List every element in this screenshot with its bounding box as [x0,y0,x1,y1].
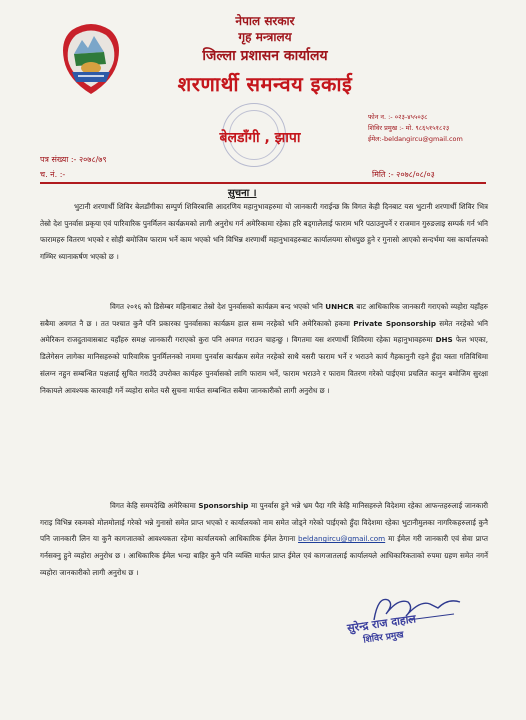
p3-part-c: मा पुनर्वास हुने भन्ने भ्रम पैदा गरि केहि मानिसहरुले विदेशमा रहेका आफन्तहरुलाई जानकारी गराइ विभिन्न रकमको मोलमोलाई गरेको भन्ने गुनासो समेत प्राप्त भएको र कार्यालयको नाम समेत जोड्ने गरेको पाईएको हुँदा विदेशमा रहेका भुटानीमुलका नागरिकहरुलाई कुनै पनि जानकारी लिन या कुनै कागजातको आवश्यकता रहेमा कार्यालयको आधिकारिक ईमेल ठेगाना [40,501,488,544]
dispatch-number: च. नं. :- [40,170,66,179]
paragraph-1 [40,199,488,266]
p2-private-sponsorship: Private Sponsorship [353,318,436,328]
p2-unhcr: UNHCR [325,302,354,311]
signatory-title: शिविर प्रमुख [362,630,405,646]
header-unit: शरणार्थी समन्वय इकाई [177,72,353,96]
paragraph-2 [40,299,488,399]
nepal-emblem-icon [58,20,124,98]
p2-dhs: DHS [435,335,453,345]
header-gov: नेपाल सरकार [235,14,295,28]
contact-chief: शिविर प्रमुख :- मो. ९८६५१५१८२३ [368,124,450,132]
paragraph-1-text: भुटानी शरणार्थी शिविर बेलडाँगीका सम्पुर्ण शिविरबासि आदरणिय महानुभावहरुमा यो जानकारी गराईन्छ कि विगत केही दिनबाट यस भुटानी शरणार्थी शिविर भित्र तेस्रो देश पुनर्वास प्रकृया एवं पारिवारिक पुनर्मिलन कार्यक्रमको लागी अनुरोध गर्न अमेरिकामा रहेका हरि बड्गालेलाई फाराम भरि पठाउनुपर्ने र राजमान गुरुङलाइ सम्पर्क गर्न भनि फारामहरु वितरण भएको र सोही बमोजिम फाराम भर्ने काम भएको भनि विभिन्न शरणार्थी महानुभावहरुबाट कार्यालयमा सोधपुछ हुने र गुनासो आएको सन्दर्भमा यस कार्यालयको गम्भिर ध्यानाकर्षण भएको छ । [40,202,488,262]
p3-sponsorship: Sponsorship [198,501,249,510]
p3-part-a: विगत केहि समयदेखि अमेरिकामा [110,501,199,510]
letter-number: पत्र संख्या :- २०७८/७९ [40,155,107,164]
header-office: जिल्ला प्रशासन कार्यालय [202,48,328,64]
p2-part-g: फेल भएका, डिलेगेसन लागेका मानिसहरुको पारिवारिक पुनर्मिलनको नाममा पुनर्वास कार्यक्रम समेत नरहेको साथै यसरी फाराम भर्ने र भराउने कार्य गैहकानुनी रहने हुँदा यस्ता गतिविधिमा संलग्न नहुन सम्बन्धित पक्षलाई सुचित गराउँदै उपरोक्त कार्यहरु पुनर्वासको लागि फाराम भर्ने, फाराम भराउने र फाराम वितरण गरेको पाईएमा प्रचलित कानुन बमोजिम सुरक्षा निकायले आवश्यक कारवाही गर्ने व्यहोरा समेत यसै सुचना मार्फत सम्बन्धित सबैमा जानकारीको लागी अनुरोध छ । [40,335,488,395]
contact-email: ईमेल:-beldangircu@gmail.com [368,135,463,143]
letter-date: मिति :- २०७८/०८/०३ [372,170,435,179]
header-divider [40,182,486,184]
p2-part-c: बाट आधिकारिक जानकारी गराएको व्यहोरा यहाँहरु सबैमा अवगत नै छ । तत पश्चात कुनै पनि प्रकारका पुनर्वासका कार्यक्रम हाल सम्म नरहेको भनि अमेरिकाको हकमा [40,302,488,328]
paragraph-3-text [40,498,488,582]
paragraph-2-text [40,299,488,399]
signatory-stamp [346,612,418,649]
paragraph-3 [40,498,488,582]
official-email-link[interactable]: beldangircu@gmail.com [298,534,386,544]
p3-part-e: मा ईमेल गरी जानकारी एवं सेवा प्राप्त गर्नसक्नु हुने व्यहोरा अनुरोध छ । आधिकारिक ईमेल भन्दा बाहिर कुनै पनि व्यक्ति मार्फत प्राप्त ईमेल एवं कागजातलाई कार्यालयले आधिकारिकताको रुपमा ग्रहण समेत नगर्ने व्यहोरा जानकारीको लागी अनुरोध छ । [40,534,488,577]
header-location: बेलडाँगी , झापा [219,130,301,146]
notice-subject: सुचना । [228,188,257,199]
p2-part-a: विगत २०१६ को डिसेम्बर महिनाबाट तेस्रो देश पुनर्वासको कार्यक्रम बन्द भएको भनि [110,302,326,311]
signatory-name: सुरेन्द्र राज दाहाल [346,612,417,635]
header-ministry: गृह मन्त्रालय [238,30,292,44]
p2-part-e: समेत नरहेको भनि अमेरिकन राजदुतावासबाट यहाँहरु समक्ष जानकारी गराएको कुरा पनि अवगत गराउन चाहन्छु । विगतमा यस शरणार्थी शिविरमा रहेका महानुभावहरुमा [40,318,489,345]
contact-phone: फोन न. :- ०२३-४५५०३८ [368,113,428,121]
